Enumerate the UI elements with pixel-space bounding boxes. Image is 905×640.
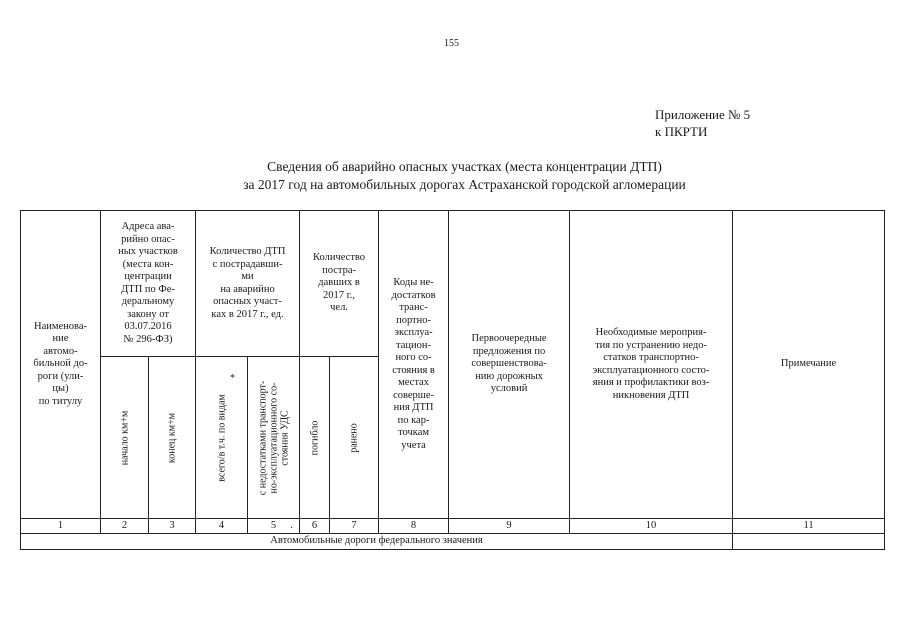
column-number: 6	[300, 519, 330, 534]
header-road-name	[21, 211, 101, 519]
dot-mark: ·	[290, 523, 294, 534]
subheader-end	[149, 357, 196, 519]
column-number: 3	[149, 519, 196, 534]
column-number: 2	[101, 519, 149, 534]
section-row	[21, 534, 885, 550]
subheader-deficiencies	[248, 357, 300, 519]
column-number: 11	[733, 519, 885, 534]
header-measures	[570, 211, 733, 519]
subheader-injured	[330, 357, 379, 519]
header-address	[101, 211, 196, 357]
header-dtp-count	[196, 211, 300, 357]
appendix-line-1: Приложение № 5	[655, 107, 751, 122]
column-number: 8	[379, 519, 449, 534]
header-proposals-lines: Первоочередные предложения по совершенствова- нию дорожных условий	[471, 333, 547, 395]
column-number: 9	[449, 519, 570, 534]
document-title-line-1: Сведения об аварийно опасных участках (места концентрации ДТП)	[267, 159, 662, 174]
column-number: 4	[196, 519, 248, 534]
document-title-line-2: за 2017 год на автомобильных дорогах Астраханской городской агломерации	[243, 177, 686, 192]
header-codes	[379, 211, 449, 519]
column-number: 10	[570, 519, 733, 534]
header-codes-lines: Коды не- достатков транс- портно- эксплуа- тацион- ного со- стояния в местах совершe- ния ДТП по кар- точкам учета	[391, 277, 436, 451]
subheader-total	[196, 357, 248, 519]
header-victims	[300, 211, 379, 357]
subheader-killed	[300, 357, 330, 519]
section-empty-cell	[733, 534, 885, 550]
subheader-start	[101, 357, 149, 519]
subheader-end-text: конец км+м	[166, 412, 178, 463]
accident-sites-table	[20, 210, 885, 550]
column-number: 5	[248, 519, 300, 534]
header-address-lines: Адреса ава- рийно опас- ных участков (места кон- центрации ДТП по Фе- деральному закону от 03.07.2016 № 296-ФЗ)	[118, 221, 178, 345]
header-measures-lines: Необходимые мероприя- тия по устранению недо- статков транспортно- эксплуатационного состо- яния и профилактики воз- никновения ДТП	[592, 327, 710, 401]
subheader-killed-text: погибло	[309, 420, 321, 455]
header-note: Примечание	[733, 211, 885, 519]
subheader-total-text: всего/в т.ч. по видам	[216, 393, 228, 482]
page-number: 155	[444, 38, 459, 49]
column-number: 1	[21, 519, 101, 534]
header-road-name-lines: Наименова- ние автомо- бильной до- роги (ули- цы) по титулу	[33, 320, 88, 407]
header-victims-lines: Количество постра- давших в 2017 г., чел.	[313, 252, 366, 314]
subheader-deficiencies-text: с недостатками транспорт- но-эксплуатационного со- стояния УДС	[257, 380, 291, 495]
appendix-reference	[655, 106, 750, 140]
header-proposals	[449, 211, 570, 519]
header-dtp-count-lines: Количество ДТП с пострадавши- ми на аварийно опасных участ- ках в 2017 г., ед.	[209, 246, 286, 320]
asterisk-mark: *	[230, 373, 235, 384]
column-number-row	[21, 519, 885, 534]
column-number: 7	[330, 519, 379, 534]
subheader-injured-text: ранено	[348, 422, 360, 453]
appendix-line-2: к ПКРТИ	[655, 124, 708, 139]
section-title: Автомобильные дороги федерального значения	[21, 534, 733, 550]
subheader-start-text: начало км+м	[119, 410, 130, 465]
